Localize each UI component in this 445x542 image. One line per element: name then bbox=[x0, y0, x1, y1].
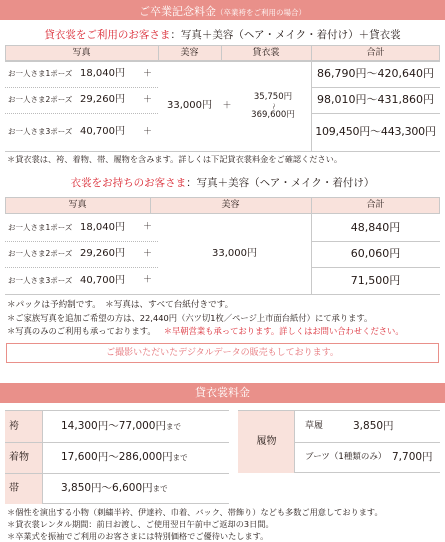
costume-row-kimono bbox=[5, 442, 229, 473]
costume-to: 369,600円 bbox=[251, 110, 295, 120]
item-price-value: 14,300円〜77,000円 bbox=[61, 420, 166, 432]
costume-row-hakama bbox=[5, 411, 229, 442]
rental-row bbox=[5, 113, 158, 151]
banner-title: 貸衣裳料金 bbox=[195, 386, 250, 399]
plus-sign: ＋ bbox=[143, 249, 153, 259]
own-heading-red: 衣裳をお持ちのお客さま bbox=[70, 177, 187, 189]
col-header-costume: 貸衣裳 bbox=[252, 48, 280, 58]
commemorative-price-banner bbox=[0, 0, 445, 20]
rental-row bbox=[5, 61, 158, 87]
early-hours-text: ＊早朝営業も承っております。詳しくはお問い合わせください。 bbox=[163, 326, 404, 336]
row-label: お一人さま2ポーズ bbox=[8, 249, 73, 258]
package-note: ＊パックは予約制です。 ＊写真は、すべて台紙付きです。 bbox=[7, 300, 234, 310]
own-row bbox=[5, 267, 158, 294]
own-heading-black: ：写真＋美容（ヘア・メイク・着付け） bbox=[186, 177, 375, 189]
total-price: 71,500円 bbox=[350, 274, 401, 287]
rental-heading-red: 貸衣裳をご利用のお客さま bbox=[44, 29, 171, 41]
row-photo-price: 18,040円 bbox=[80, 68, 125, 79]
item-label: 帯 bbox=[9, 483, 19, 494]
footwear-label: 履物 bbox=[256, 436, 277, 447]
footwear-table bbox=[238, 410, 440, 473]
rental-note: ＊貸衣裳は、袴、着物、帯、履物を含みます。詳しくは下記貸衣裳料金をご確認ください。 bbox=[7, 154, 343, 164]
total-price: 60,060円 bbox=[350, 247, 401, 260]
col-header-total: 合計 bbox=[366, 48, 385, 58]
col-header-beauty: 美容 bbox=[221, 200, 240, 210]
item-label: 袴 bbox=[9, 421, 19, 432]
footwear-item-label: 草履 bbox=[305, 421, 324, 431]
own-costume-price-table bbox=[5, 197, 440, 295]
row-photo-price: 29,260円 bbox=[80, 94, 125, 105]
total-price: 109,450円〜443,300円 bbox=[315, 125, 436, 138]
item-label: 着物 bbox=[9, 452, 29, 463]
row-label: お一人さま3ポーズ bbox=[8, 127, 73, 136]
col-header-total: 合計 bbox=[366, 200, 385, 210]
item-price bbox=[61, 442, 188, 473]
plus-sign: ＋ bbox=[143, 222, 153, 232]
total-price: 86,790円〜420,640円 bbox=[317, 67, 434, 80]
footwear-row-boots bbox=[295, 442, 440, 473]
rental-period-note: ＊貸衣裳レンタル期間：前日お渡し、ご使用翌日午前中ご返却の3日間。 bbox=[7, 519, 274, 529]
row-label: お一人さま2ポーズ bbox=[8, 95, 73, 104]
costume-from: 35,750円 bbox=[253, 92, 293, 102]
digital-data-text: ご撮影いただいたデジタルデータの販売もしております。 bbox=[106, 348, 339, 358]
item-price-suffix: まで bbox=[165, 422, 181, 431]
item-price-value: 3,850円〜6,600円 bbox=[61, 482, 153, 494]
row-label: お一人さま1ポーズ bbox=[8, 69, 73, 78]
banner-title: ご卒業記念料金 bbox=[139, 5, 216, 18]
rental-row bbox=[5, 87, 158, 113]
row-photo-price: 40,700円 bbox=[80, 275, 125, 286]
footwear-item-price: 3,850円 bbox=[353, 420, 394, 432]
total-price: 48,840円 bbox=[350, 221, 401, 234]
costume-tilde: 〜 bbox=[269, 103, 278, 110]
item-price bbox=[61, 411, 181, 442]
plus-sign: ＋ bbox=[222, 101, 232, 111]
own-costume-heading bbox=[0, 175, 445, 190]
furisode-note: ＊卒業式を振袖でご利用のお客さまには特別価格でご優待いたします。 bbox=[7, 531, 269, 541]
row-photo-price: 29,260円 bbox=[80, 248, 125, 259]
total-price: 98,010円〜431,860円 bbox=[317, 93, 434, 106]
accessories-note: ＊個性を演出する小物（刺繍半衿、伊達衿、巾着、バック、帯飾り）なども多数ご用意しております。 bbox=[7, 507, 383, 517]
rental-heading-black: ：写真＋美容（ヘア・メイク・着付け）＋貸衣裳 bbox=[170, 29, 401, 41]
beauty-price: 33,000円 bbox=[167, 100, 212, 111]
col-header-photo: 写真 bbox=[72, 48, 91, 58]
item-price-suffix: まで bbox=[172, 453, 188, 462]
costume-rental-table bbox=[5, 410, 229, 504]
row-photo-price: 18,040円 bbox=[80, 222, 125, 233]
row-label: お一人さま3ポーズ bbox=[8, 276, 73, 285]
plus-sign: ＋ bbox=[143, 95, 153, 105]
plus-sign: ＋ bbox=[143, 127, 153, 137]
row-photo-price: 40,700円 bbox=[80, 126, 125, 137]
plus-sign: ＋ bbox=[143, 69, 153, 79]
footwear-item-label: ブーツ（1種類のみ） bbox=[305, 452, 387, 462]
footwear-row-zori bbox=[295, 411, 440, 442]
costume-price-range bbox=[235, 92, 311, 121]
item-price-suffix: まで bbox=[152, 484, 168, 493]
rental-price-table bbox=[5, 45, 440, 152]
item-price-value: 17,600円〜286,000円 bbox=[61, 451, 173, 463]
rental-heading bbox=[0, 27, 445, 42]
own-row bbox=[5, 214, 158, 241]
family-photo-note: ＊ご家族写真を追加ご希望の方は、22,440円（六ツ切1枚／ページ上市面台紙付）にて承ります。 bbox=[7, 313, 373, 323]
photo-only-text: ＊写真のみのご利用も承っております。 bbox=[7, 326, 156, 336]
photo-only-note bbox=[7, 325, 404, 338]
costume-rental-banner bbox=[0, 383, 445, 403]
beauty-price: 33,000円 bbox=[212, 248, 257, 259]
costume-row-obi bbox=[5, 473, 229, 504]
row-label: お一人さま1ポーズ bbox=[8, 223, 73, 232]
digital-data-notice bbox=[6, 343, 439, 363]
footwear-item-price: 7,700円 bbox=[392, 451, 433, 463]
item-price bbox=[61, 473, 168, 504]
own-row bbox=[5, 241, 158, 267]
col-header-photo: 写真 bbox=[68, 200, 87, 210]
col-header-beauty: 美容 bbox=[180, 48, 199, 58]
banner-title-note: （卒業袴をご利用の場合） bbox=[216, 8, 306, 17]
plus-sign: ＋ bbox=[143, 275, 153, 285]
